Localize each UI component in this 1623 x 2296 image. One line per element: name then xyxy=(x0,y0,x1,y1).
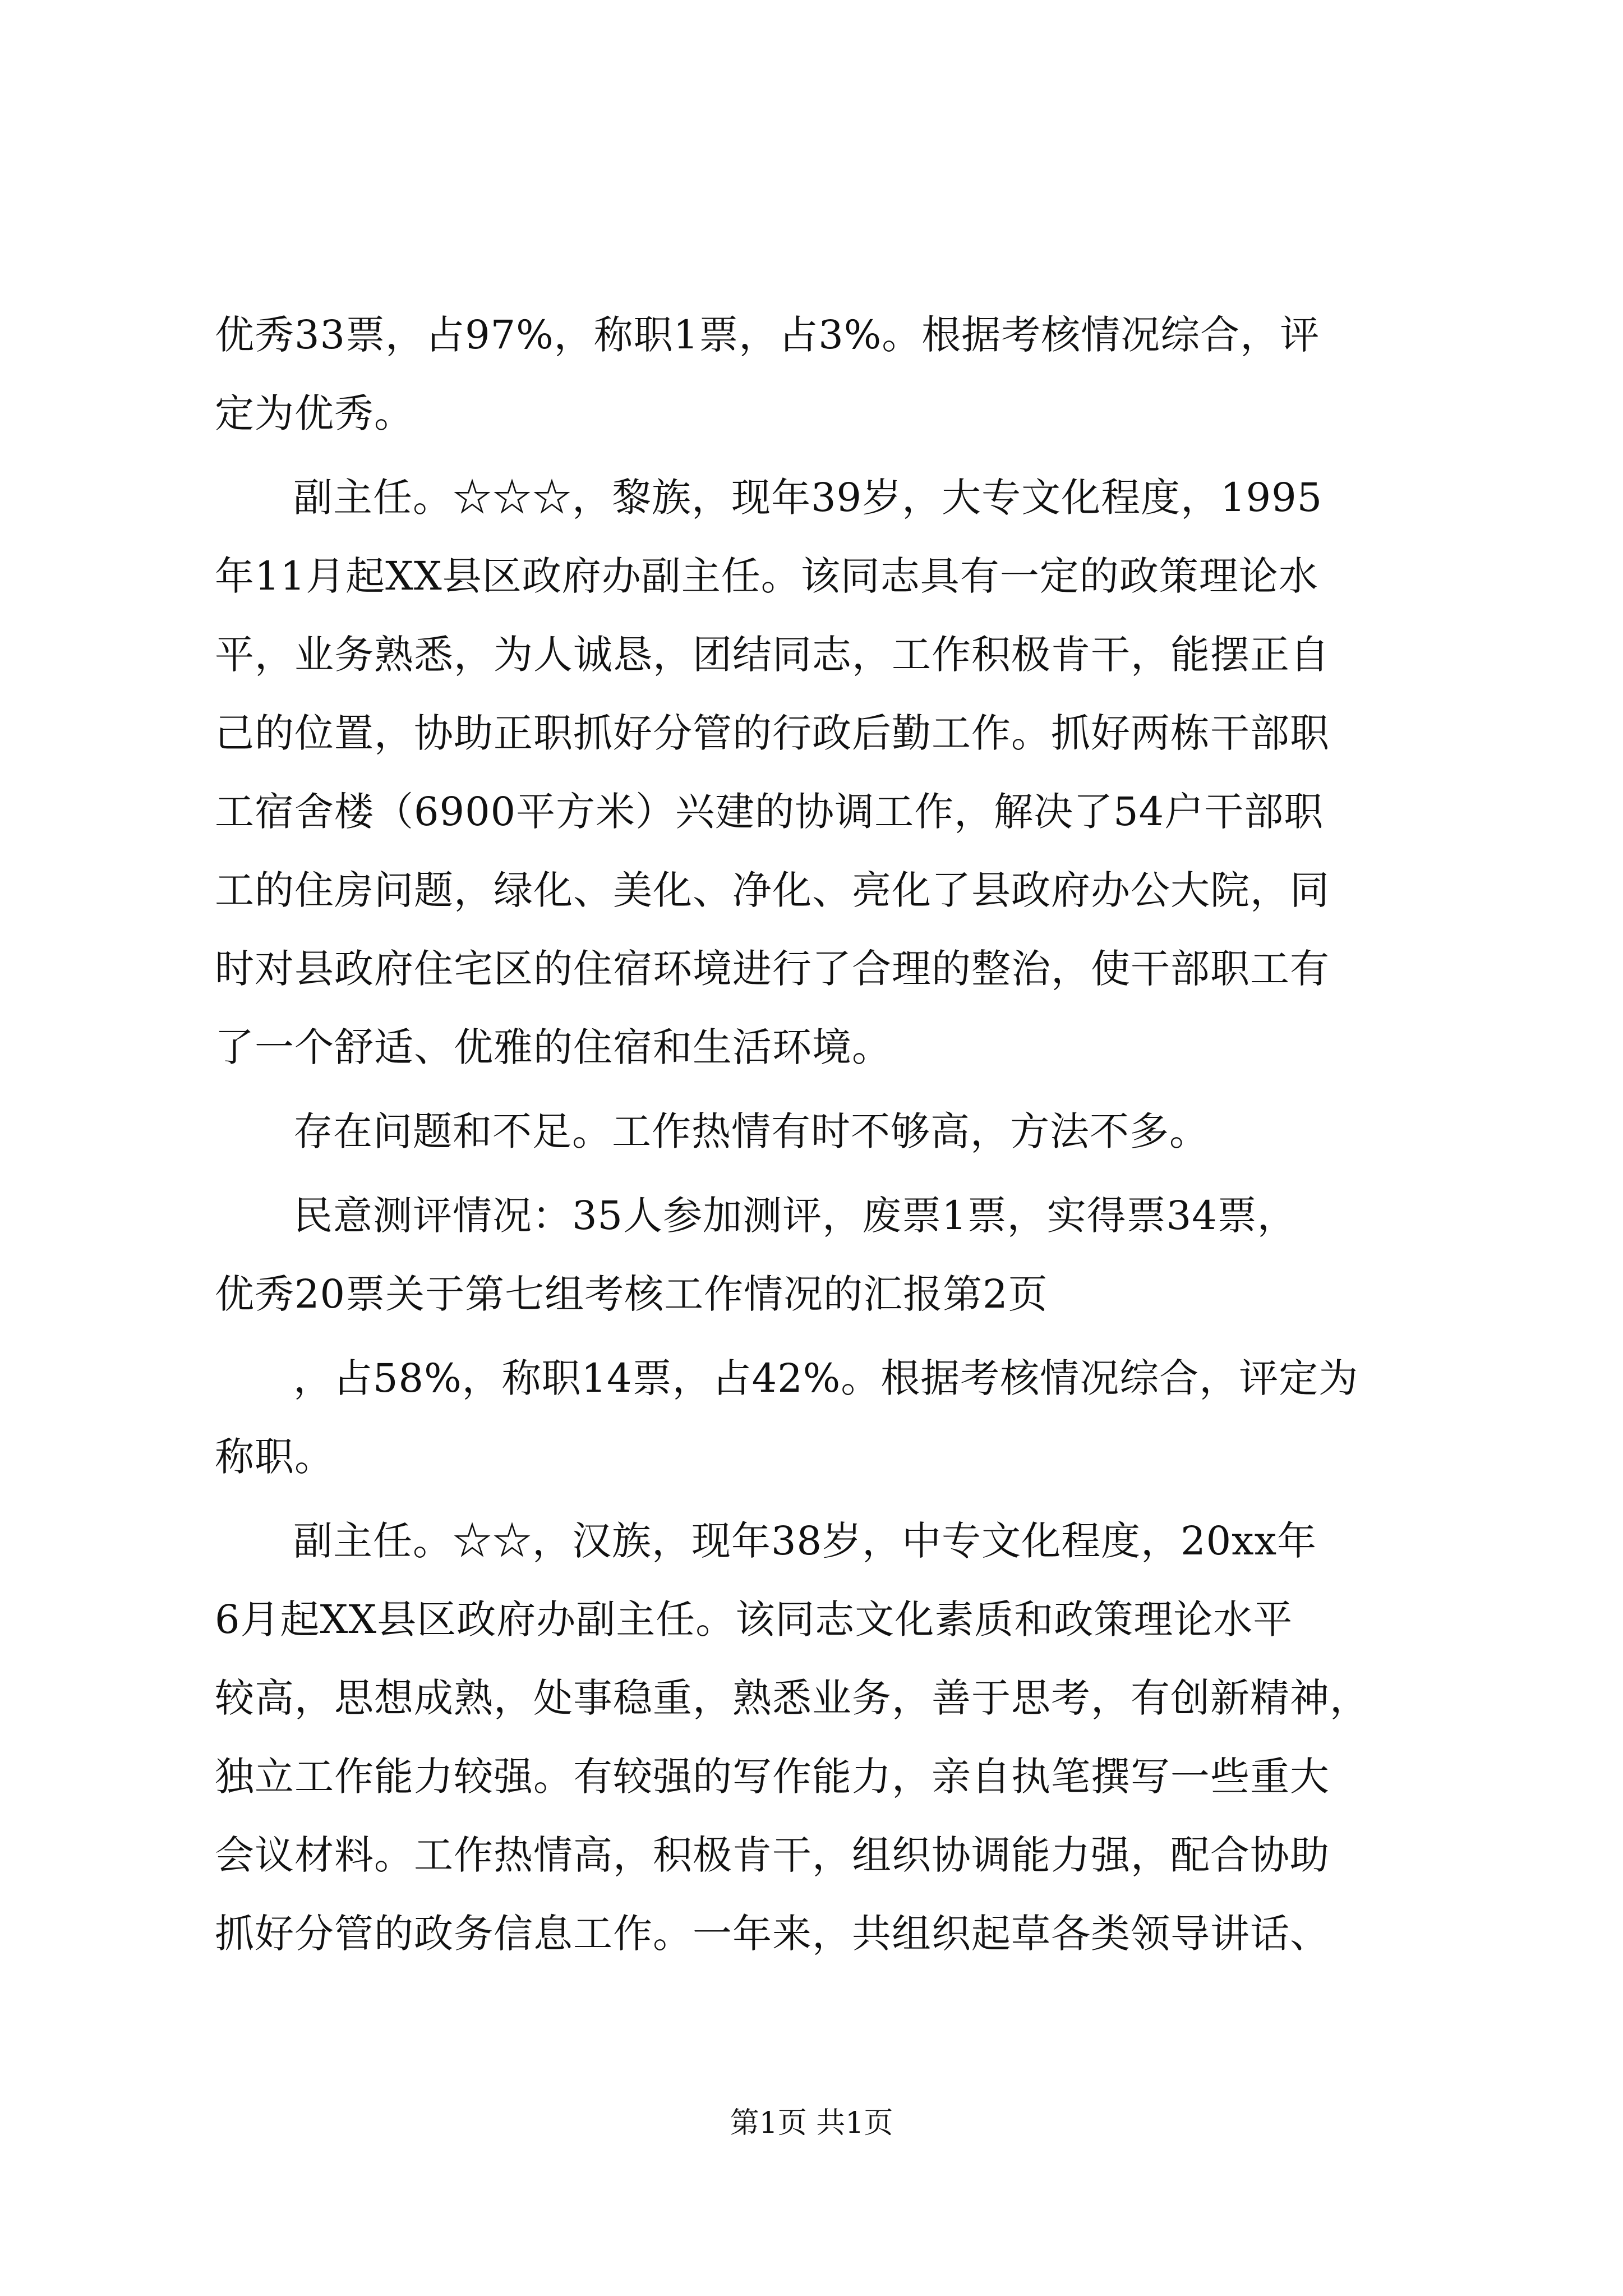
text-line: 定为优秀。 xyxy=(215,390,414,436)
text-line: 会议材料。工作热情高，积极肯干，组织协调能力强，配合协助 xyxy=(215,1832,1330,1878)
text-line: 独立工作能力较强。有较强的写作能力，亲自执笔撰写一些重大 xyxy=(215,1754,1330,1800)
text-line: 优秀33票，占97%，称职1票，占3%。根据考核情况综合，评 xyxy=(215,312,1320,358)
text-line: 优秀20票关于第七组考核工作情况的汇报第2页 xyxy=(215,1271,1048,1317)
text-line: 年11月起XX县区政府办副主任。该同志具有一定的政策理论水 xyxy=(215,553,1318,599)
text-line: 存在问题和不足。工作热情有时不够高，方法不多。 xyxy=(293,1108,1209,1154)
text-line: 平，业务熟悉，为人诚恳，团结同志，工作积极肯干，能摆正自 xyxy=(215,632,1330,678)
text-line: 称职。 xyxy=(215,1434,334,1480)
page-number-footer: 第1页 共1页 xyxy=(730,2106,893,2140)
text-line: 副主任。☆☆☆，黎族，现年39岁，大专文化程度，1995 xyxy=(293,475,1323,521)
text-line: ，占58%，称职14票，占42%。根据考核情况综合，评定为 xyxy=(293,1355,1359,1401)
text-line: 时对县政府住宅区的住宿环境进行了合理的整治，使干部职工有 xyxy=(215,946,1330,992)
text-line: 抓好分管的政务信息工作。一年来，共组织起草各类领导讲话、 xyxy=(215,1911,1330,1957)
text-line: 工宿舍楼（6900平方米）兴建的协调工作，解决了54户干部职 xyxy=(215,789,1324,835)
text-line: 己的位置，协助正职抓好分管的行政后勤工作。抓好两栋干部职 xyxy=(215,710,1330,756)
text-line: 6月起XX县区政府办副主任。该同志文化素质和政策理论水平 xyxy=(215,1596,1293,1642)
text-line: 工的住房问题，绿化、美化、净化、亮化了县政府办公大院，同 xyxy=(215,867,1330,913)
text-line: 副主任。☆☆，汉族，现年38岁，中专文化程度，20xx年 xyxy=(293,1518,1317,1564)
text-line: 民意测评情况：35人参加测评，废票1票，实得票34票， xyxy=(293,1193,1297,1239)
text-line: 较高，思想成熟，处事稳重，熟悉业务，善于思考，有创新精神， xyxy=(215,1675,1370,1721)
text-line: 了一个舒适、优雅的住宿和生活环境。 xyxy=(215,1024,892,1070)
